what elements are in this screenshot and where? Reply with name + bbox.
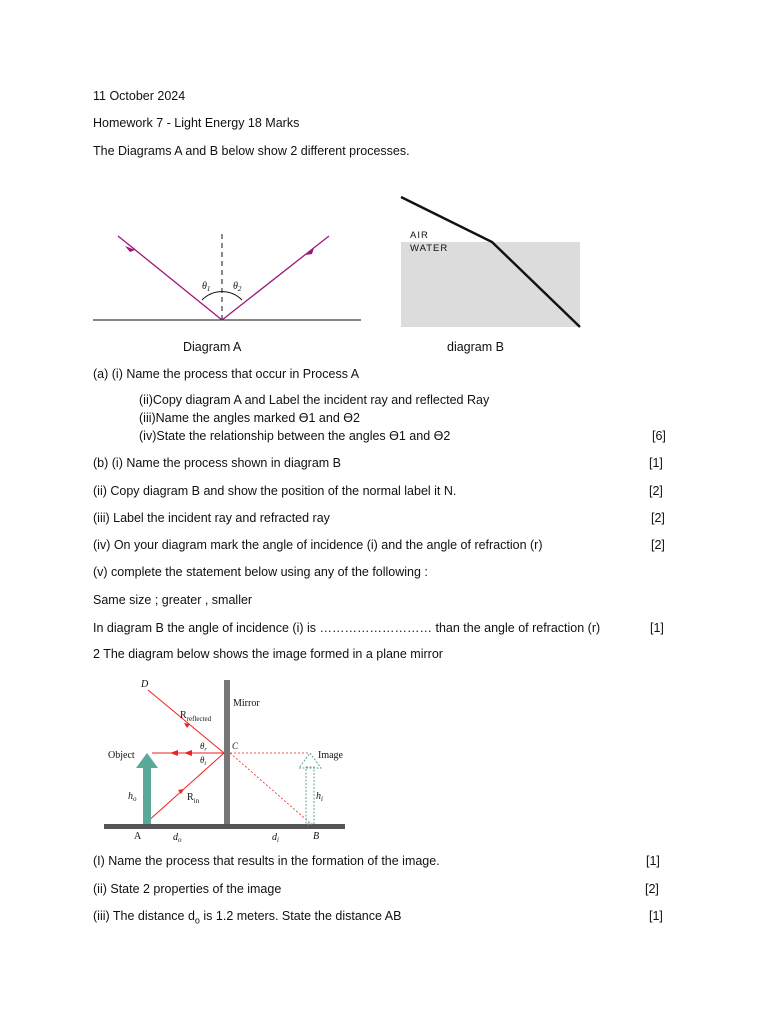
options-text: Same size ; greater , smaller — [93, 593, 253, 607]
svg-text:Rin: $R_{in}$ — [187, 792, 200, 805]
marks-2-iii: [1] — [649, 909, 663, 923]
label-d: D — [141, 679, 149, 690]
question-b-ii: (ii) Copy diagram B and show the position of the normal label it N. — [93, 484, 457, 498]
svg-text:Rreflected: $R_{reflected}$ — [180, 710, 212, 723]
question-b-iii: (iii) Label the incident ray and refracted ray — [93, 511, 330, 525]
svg-text:di: $d_i$ — [272, 832, 279, 844]
question-b-v: (v) complete the statement below using any of the following : — [93, 565, 428, 579]
question-a-i: (a) (i) Name the process that occur in Process A — [93, 367, 360, 381]
intro-text: The Diagrams A and B below show 2 different processes. — [93, 144, 410, 158]
label-do: d — [173, 832, 178, 843]
statement-text: In diagram B the angle of incidence (i) is ……………………… than the angle of refraction (r) — [93, 621, 601, 635]
question-2-i: (I) Name the process that results in the formation of the image. — [93, 854, 440, 868]
marks-b-v: [1] — [650, 621, 664, 635]
marks-b-iv: [2] — [651, 538, 665, 552]
question-2-iii-pre: (iii) The distance d — [93, 909, 195, 923]
question-2-iii-post: is 1.2 meters. State the distance AB — [199, 909, 402, 923]
diagram-a-caption: Diagram A — [183, 340, 242, 354]
question-b-i: (b) (i) Name the process shown in diagram B — [93, 456, 342, 470]
label-c: C — [232, 741, 239, 751]
homework-title: Homework 7 - Light Energy 18 Marks — [93, 116, 300, 130]
question-b-iv: (iv) On your diagram mark the angle of incidence (i) and the angle of refraction (r) — [93, 538, 543, 552]
theta2-label: θ — [233, 281, 238, 292]
mirror-bar — [224, 680, 230, 824]
svg-text:θi: $\theta_i$ — [200, 755, 207, 767]
svg-text:θr: $\theta_r$ — [200, 741, 207, 753]
object-arrow-shaft — [143, 767, 151, 824]
incident-ray — [118, 236, 222, 320]
virtual-ray-line — [230, 753, 310, 823]
label-r-reflected: R — [180, 710, 187, 721]
question-2-iii — [93, 908, 401, 929]
horizontal-ray-arrow-2 — [184, 750, 192, 756]
image-arrow-shaft — [306, 767, 314, 824]
marks-2-ii: [2] — [645, 882, 659, 896]
svg-text:θ1: $\theta_1$ — [202, 281, 211, 293]
date: 11 October 2024 — [93, 89, 186, 103]
label-object: Object — [108, 750, 135, 761]
label-hi: h — [316, 791, 321, 802]
svg-text:ho: $h_o$ — [128, 791, 137, 803]
svg-text:do: $d_o$ — [173, 832, 182, 844]
label-theta-r: θ — [200, 741, 205, 751]
water-label: WATER — [410, 243, 449, 254]
reflected-ray — [222, 236, 329, 320]
plane-mirror-diagram — [100, 675, 350, 845]
label-a: A — [134, 831, 142, 842]
label-r-in: R — [187, 792, 194, 803]
marks-2-i: [1] — [646, 854, 660, 868]
svg-text:hi: $h_i$ — [316, 791, 323, 803]
question-2-intro: 2 The diagram below shows the image formed in a plane mirror — [93, 647, 443, 661]
label-b: B — [313, 831, 320, 842]
object-arrow-head — [136, 753, 158, 768]
question-a-iii: (iii)Name the angles marked ϴ1 and ϴ2 — [139, 411, 360, 425]
svg-text:θ2: $\theta_2$ — [233, 281, 242, 293]
theta1-label: θ — [202, 281, 207, 292]
marks-b-iii: [2] — [651, 511, 665, 525]
question-a-ii: (ii)Copy diagram A and Label the incident ray and reflected Ray — [139, 393, 490, 407]
label-ho: h — [128, 791, 133, 802]
question-2-ii: (ii) State 2 properties of the image — [93, 882, 282, 896]
label-mirror: Mirror — [233, 698, 260, 709]
question-a-iv: (iv)State the relationship between the angles ϴ1 and ϴ2 — [139, 429, 451, 443]
label-theta-i: θ — [200, 755, 205, 765]
water-region — [401, 242, 580, 327]
label-di: d — [272, 832, 277, 843]
floor-bar — [104, 824, 345, 829]
air-label: AIR — [410, 230, 429, 241]
label-image: Image — [318, 750, 343, 761]
incoming-ray — [146, 753, 224, 823]
question-2-iii-sub: o — [194, 915, 200, 926]
marks-a: [6] — [652, 429, 666, 443]
diagram-b — [395, 192, 585, 332]
marks-b-i: [1] — [649, 456, 663, 470]
horizontal-ray-arrow — [170, 750, 178, 756]
marks-b-ii: [2] — [649, 484, 663, 498]
diagram-b-caption: diagram B — [447, 340, 504, 354]
diagram-a — [90, 228, 370, 348]
